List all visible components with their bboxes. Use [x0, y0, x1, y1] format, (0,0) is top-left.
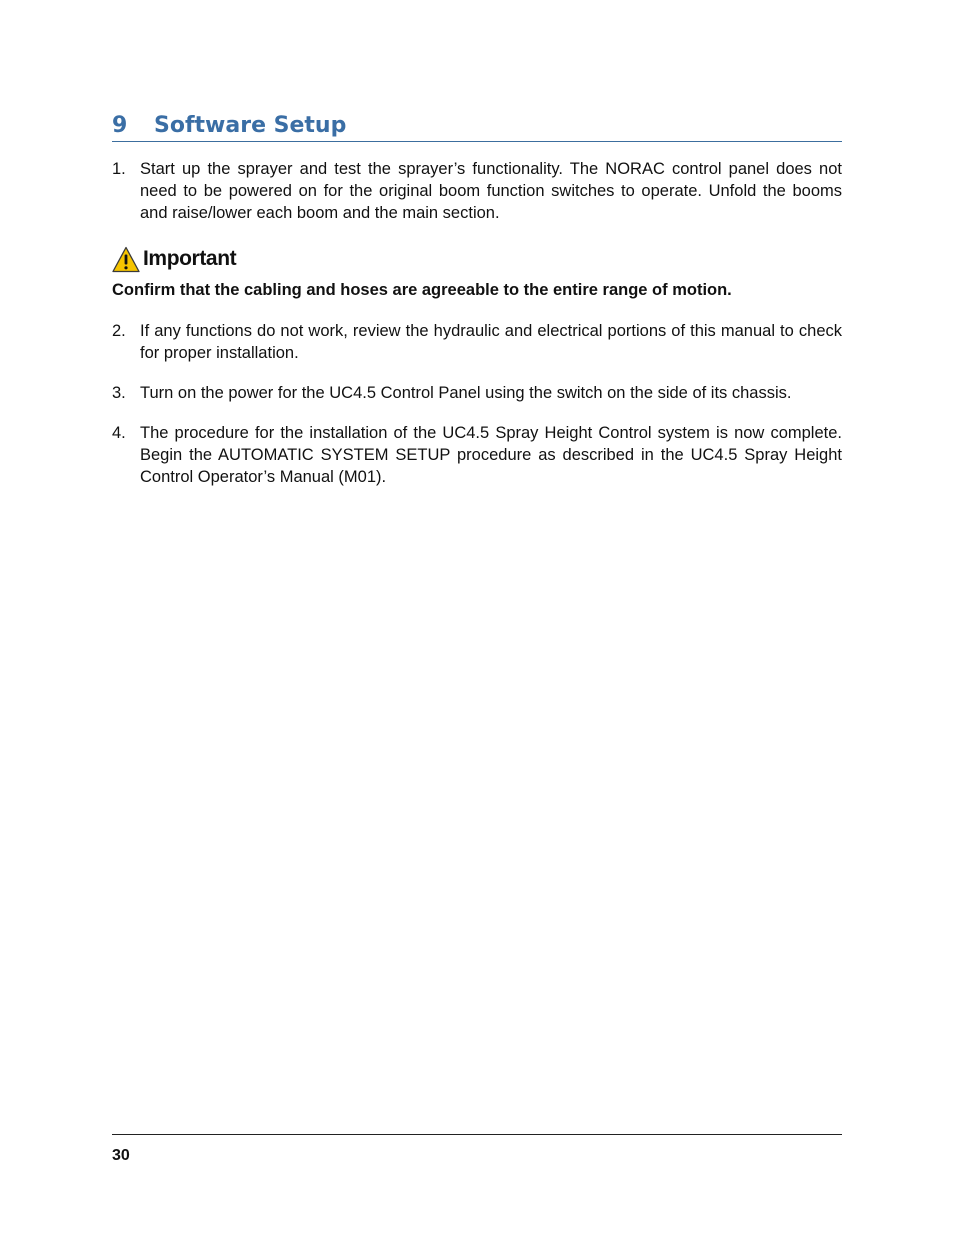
- step-number: 3.: [112, 384, 126, 402]
- section-number: 9: [112, 113, 128, 138]
- step-text: The procedure for the installation of the UC4.5 Spray Height Control system is now complete. Begin the AUTOMATIC SYSTEM SETUP procedure as described in the UC4.5 Spray Height Control Operator’s Manual (M01).: [140, 424, 842, 486]
- step-number: 1.: [112, 160, 126, 178]
- warning-icon: [112, 246, 140, 273]
- important-label: Important: [143, 247, 237, 270]
- section-heading: [112, 111, 842, 142]
- step-item: [112, 320, 842, 364]
- important-callout: [112, 244, 236, 274]
- important-message: Confirm that the cabling and hoses are agreeable to the entire range of motion.: [112, 281, 732, 299]
- step-text: If any functions do not work, review the hydraulic and electrical portions of this manual to check for proper installation.: [140, 322, 842, 362]
- step-item: [112, 422, 842, 488]
- manual-page: [112, 0, 842, 1235]
- section-title: Software Setup: [154, 113, 347, 138]
- step-item: [112, 158, 842, 224]
- step-text: Start up the sprayer and test the sprayer’s functionality. The NORAC control panel does not need to be powered on for the original boom function switches to operate. Unfold the booms and raise/lower each boom and the main section.: [140, 160, 842, 222]
- footer-divider: [112, 1134, 842, 1135]
- step-number: 2.: [112, 322, 126, 340]
- page-number: 30: [112, 1147, 130, 1164]
- step-number: 4.: [112, 424, 126, 442]
- step-item: [112, 382, 842, 404]
- step-text: Turn on the power for the UC4.5 Control Panel using the switch on the side of its chassis.: [140, 384, 792, 402]
